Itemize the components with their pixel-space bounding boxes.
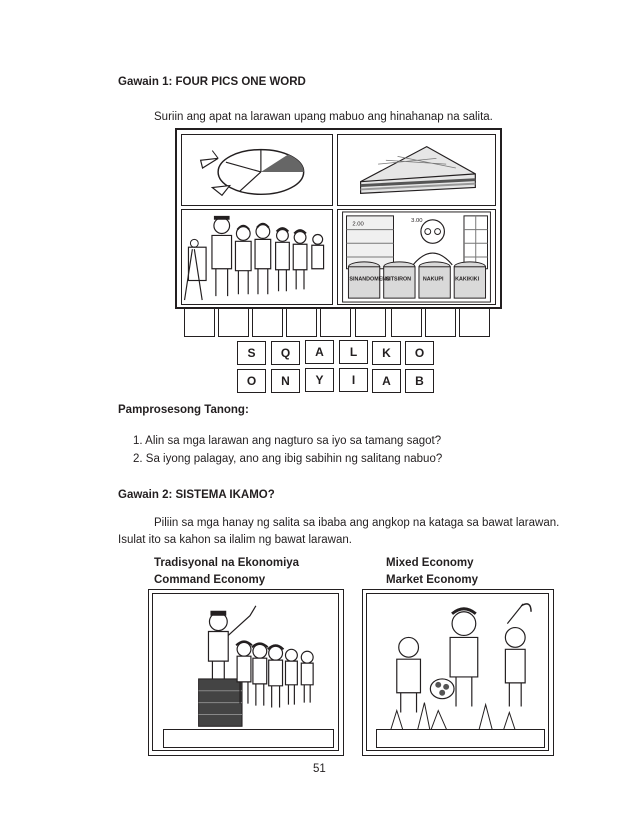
svg-text:2.00: 2.00 (352, 221, 364, 228)
answer-blank[interactable] (355, 308, 386, 337)
answer-blank[interactable] (286, 308, 317, 337)
letter-tile[interactable]: O (237, 369, 266, 393)
activity2-instruction-line2: Isulat ito sa kahon sa ilalim ng bawat larawan. (118, 534, 352, 546)
question-item: 2. Sa iyong palagay, ano ang ibig sabihin ng salitang nabuo? (133, 453, 443, 465)
svg-text:KAKIKIKI: KAKIKIKI (455, 276, 480, 283)
answer-blank[interactable] (320, 308, 351, 337)
letter-tile[interactable]: S (237, 341, 266, 365)
people-in-line-picture (181, 209, 333, 305)
leader-commanding-picture (152, 593, 339, 751)
svg-text:SITSIRON: SITSIRON (385, 276, 412, 283)
answer-blank[interactable] (459, 308, 490, 337)
letter-tile[interactable]: A (305, 340, 334, 364)
svg-text:SINANDOMENG: SINANDOMENG (349, 276, 391, 283)
letter-tile[interactable]: B (405, 369, 434, 393)
letter-tile[interactable]: O (405, 341, 434, 365)
store-vendor-picture (337, 209, 496, 305)
activity1-instruction: Suriin ang apat na larawan upang mabuo ang hinahanap na salita. (154, 111, 493, 123)
page-number: 51 (313, 763, 326, 775)
answer-blank[interactable] (391, 308, 422, 337)
activity2-title: Gawain 2: SISTEMA IKAMO? (118, 489, 275, 501)
answer-blank[interactable] (218, 308, 249, 337)
svg-text:NAKUPI: NAKUPI (422, 276, 444, 283)
letter-tile[interactable]: N (271, 369, 300, 393)
choice-right-2: Market Economy (386, 574, 479, 586)
choice-left-1: Tradisyonal na Ekonomiya (154, 557, 300, 569)
letter-tile[interactable]: I (339, 368, 368, 392)
choice-left-2: Command Economy (154, 574, 266, 586)
answer-box-right[interactable] (376, 729, 545, 748)
question-item: 1. Alin sa mga larawan ang nagturo sa iyo sa tamang sagot? (133, 435, 442, 447)
answer-blank[interactable] (184, 308, 215, 337)
activity2-instruction-line1: Piliin sa mga hanay ng salita sa ibaba ang angkop na kataga sa bawat larawan. (154, 517, 560, 529)
answer-blank[interactable] (425, 308, 456, 337)
sandwich-picture (337, 134, 496, 206)
questions-title: Pamprosesong Tanong: (118, 404, 249, 416)
letter-tile[interactable]: A (372, 369, 401, 393)
activity1-title: Gawain 1: FOUR PICS ONE WORD (118, 76, 306, 88)
letter-tile[interactable]: K (372, 341, 401, 365)
choice-right-1: Mixed Economy (386, 557, 474, 569)
answer-blank[interactable] (252, 308, 283, 337)
answer-box-left[interactable] (163, 729, 334, 748)
letter-tile[interactable]: L (339, 340, 368, 364)
svg-text:3.00: 3.00 (411, 217, 423, 224)
four-pics-frame (175, 128, 502, 309)
pie-chart-picture (181, 134, 333, 206)
letter-tile[interactable]: Y (305, 368, 334, 392)
people-harvesting-picture (366, 593, 549, 751)
letter-tile[interactable]: Q (271, 341, 300, 365)
